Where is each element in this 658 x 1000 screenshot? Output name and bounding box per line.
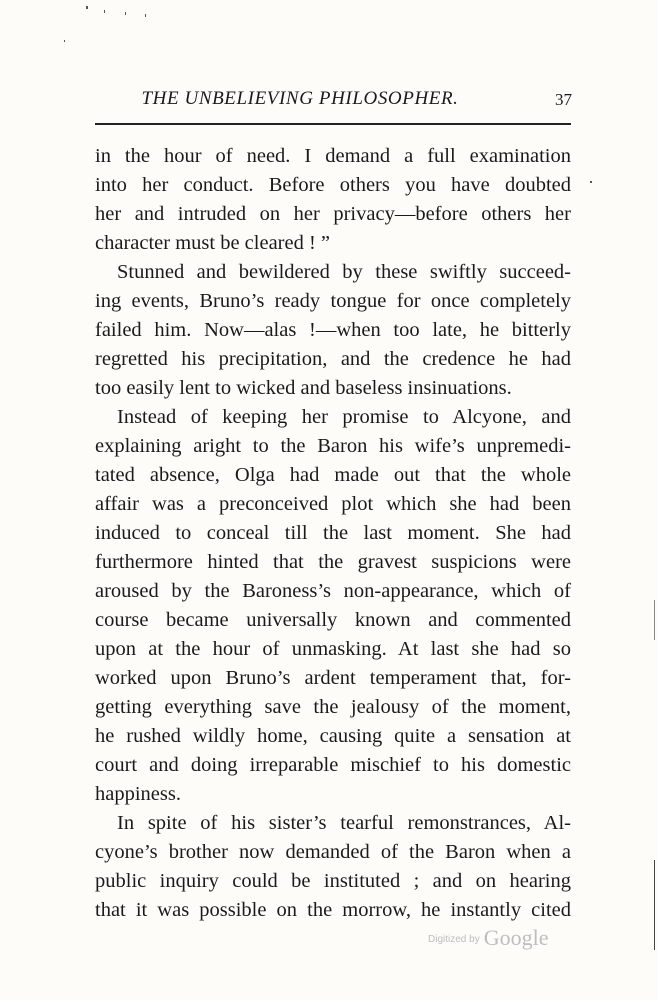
text-line: too easily lent to wicked and baseless insinuations. bbox=[95, 377, 512, 399]
scan-speck bbox=[145, 14, 146, 17]
watermark-prefix: Digitized by bbox=[428, 934, 480, 945]
text-line: ing events, Bruno’s ready tongue for once completely bbox=[95, 290, 571, 312]
running-title: THE UNBELIEVING PHILOSOPHER. bbox=[141, 88, 459, 109]
text-line: explaining aright to the Baron his wife’s unpremedi- bbox=[95, 435, 571, 457]
text-line: cyone’s brother now demanded of the Baron when a bbox=[95, 841, 571, 863]
text-line: her and intruded on her privacy—before others her bbox=[95, 203, 571, 225]
text-line: regretted his precipitation, and the credence he had bbox=[95, 348, 571, 370]
text-line: affair was a preconceived plot which she had been bbox=[95, 493, 571, 515]
text-line: worked upon Bruno’s ardent temperament that, for- bbox=[95, 667, 571, 689]
text-line: tated absence, Olga had made out that the whole bbox=[95, 464, 571, 486]
text-line: aroused by the Baroness’s non-appearance, which of bbox=[95, 580, 571, 602]
digitization-watermark bbox=[428, 925, 548, 951]
paragraph-start-line: Stunned and bewildered by these swiftly succeed- bbox=[117, 261, 571, 283]
text-line: in the hour of need. I demand a full examination bbox=[95, 145, 571, 167]
text-line: furthermore hinted that the gravest suspicions were bbox=[95, 551, 571, 573]
page-edge-line bbox=[654, 600, 655, 640]
scan-speck bbox=[104, 10, 105, 13]
paragraph-start-line: Instead of keeping her promise to Alcyone, and bbox=[117, 406, 571, 428]
paragraph-start-line: In spite of his sister’s tearful remonstrances, Al- bbox=[117, 812, 571, 834]
page-number: 37 bbox=[555, 90, 572, 109]
text-line: failed him. Now—alas !—when too late, he bitterly bbox=[95, 319, 571, 341]
scan-speck bbox=[590, 181, 592, 183]
scan-speck bbox=[125, 12, 126, 15]
body-text bbox=[95, 142, 571, 925]
text-line: character must be cleared ! ” bbox=[95, 232, 331, 254]
text-line: into her conduct. Before others you have doubted bbox=[95, 174, 571, 196]
text-line: public inquiry could be instituted ; and on hearing bbox=[95, 870, 571, 892]
text-line: induced to conceal till the last moment. She had bbox=[95, 522, 571, 544]
text-line: court and doing irreparable mischief to his domestic bbox=[95, 754, 571, 776]
text-line: course became universally known and commented bbox=[95, 609, 571, 631]
scan-speck bbox=[86, 6, 88, 9]
text-line: that it was possible on the morrow, he instantly cited bbox=[95, 899, 571, 921]
running-header bbox=[94, 88, 572, 118]
text-line: he rushed wildly home, causing quite a sensation at bbox=[95, 725, 571, 747]
watermark-brand: Google bbox=[483, 925, 549, 950]
text-line: getting everything save the jealousy of the moment, bbox=[95, 696, 571, 718]
header-rule bbox=[95, 123, 571, 125]
text-line: happiness. bbox=[95, 783, 181, 805]
scan-speck bbox=[64, 40, 65, 42]
page-edge-line bbox=[654, 860, 655, 950]
text-line: upon at the hour of unmasking. At last she had so bbox=[95, 638, 571, 660]
